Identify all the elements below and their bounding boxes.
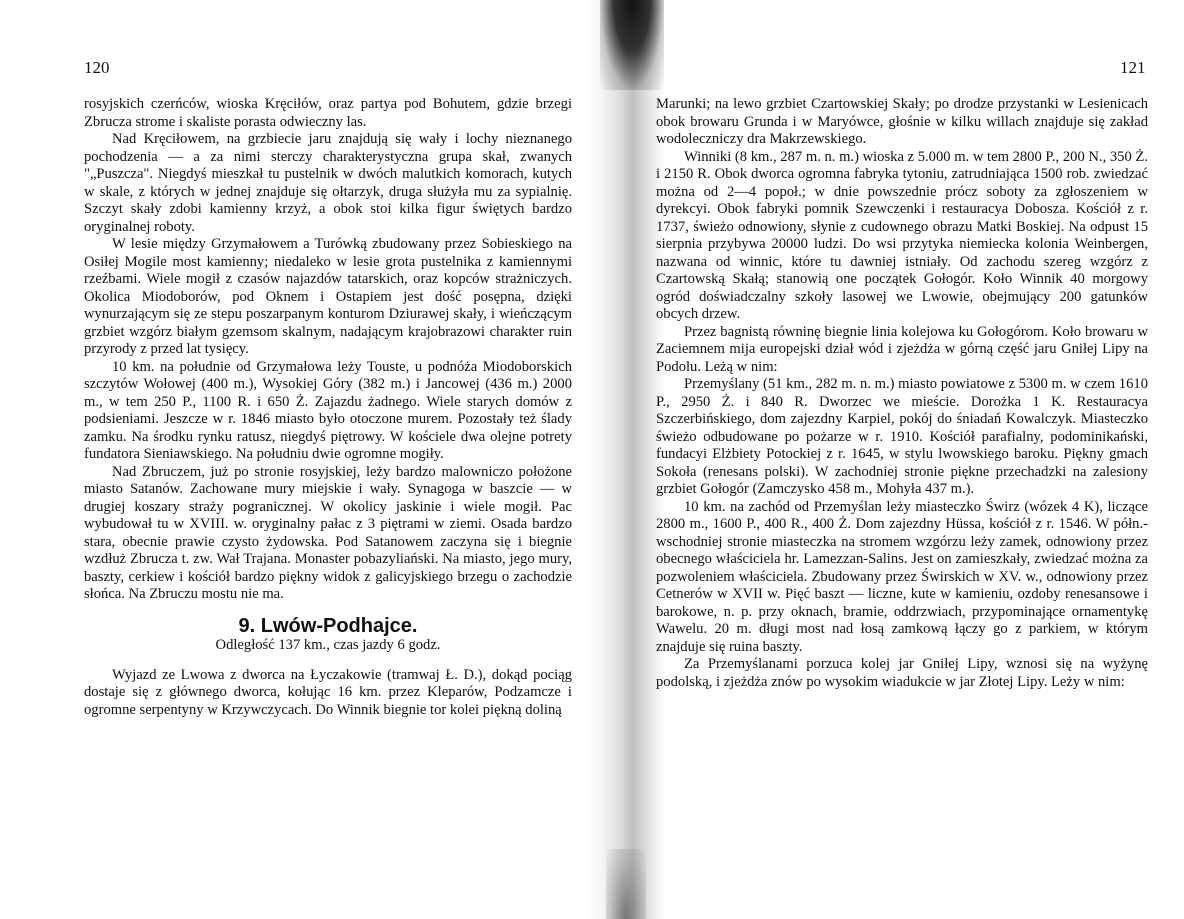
right-page [592, 0, 1184, 919]
paragraph: 10 km. na zachód od Przemyślan leży miasteczko Świrz (wózek 4 K), liczące 2800 m., 1600 P., 400 R., 400 Ż. Dom zajezdny Hüssa, kościół z r. 1546. W półn.-wschodniej stronie miasteczka na stromem wzgórzu leży zamek, odnowiony przez obecnego właściciela hr. Lamezzan-Salins. Jest on zamieszkały, zwiedzać można za pozwoleniem właściciela. Zbudowany przez Świrskich w XV. w., odnowiony przez Cetnerów w XVII w. Pięć baszt — liczne, kute w kamieniu, ozdoby renesansowe i barokowe, n. p. przy oknach, bramie, oddrzwiach, przypominające ornamentykę Wawelu. 20 m. długi most nad łosą zamkową łączy go z parkiem, w którym znajduje się ruina baszty. [656, 498, 1148, 655]
paragraph: Przemyślany (51 km., 282 m. n. m.) miasto powiatowe z 5300 m. w czem 1610 P., 2950 Ż. i 840 R. Dworzec we mieście. Dorożka 1 K. Restauracya Szczerbińskiego, dom zajezdny Karpiel, pokój do śniadań Kowalczyk. Miasteczko świeżo odbudowane po pożarze w r. 1910. Kościół parafialny, podominikański, fundacyi Elżbiety Potockiej z r. 1645, w stylu lwowskiego baroku. Piękny gmach Sokoła (renesans polski). W zachodniej stronie piękne przechadzki na zalesiony grzbiet Gołogór (Zamczysko 458 m., Mohyła 437 m.). [656, 376, 1148, 497]
paragraph: Za Przemyślanami porzuca kolej jar Gniłej Lipy, wznosi się na wyżynę podolską, i zjeżdża znów po wysokim wiadukcie w jar Złotej Lipy. Leży w nim: [656, 656, 1148, 690]
page-number-right: 121 [1120, 58, 1146, 77]
right-page-text [656, 96, 1148, 691]
paragraph: W lesie między Grzymałowem a Turówką zbudowany przez Sobieskiego na Osiłej Mogile most kamienny; niedaleko w lesie grota pustelnika z kamiennymi rzeźbami. Wiele mogił z czasów najazdów tatarskich, oraz kopców strażniczych. Okolica Miodoborów, pod Oknem i Ostapiem jest dość posępna, dzięki wynurzającym się ze stepu poszarpanym konturom Dziurawej skały, i wieńczącym grzbiet wzgórz białym gzemsom skalnym, nadającym krajobrazowi charakter ruin przyrody z przed lat tysięcy. [84, 236, 572, 357]
paragraph: 10 km. na południe od Grzymałowa leży Touste, u podnóża Miodoborskich szczytów Wołowej (400 m.), Wysokiej Góry (382 m.) i Jancowej (436 m.) 2000 m., w tem 250 P., 1100 R. i 650 Ż. Zajazdu żadnego. Wiele starych domów z podsieniami. Jeszcze w r. 1846 miasto było otoczone murem. Pozostały też ślady zamku. Na środku rynku ratusz, niegdyś piętrowy. W kościele dwa olejne potrety fundatora Sieniawskiego. Na południu dwie ogromne mogiły. [84, 358, 572, 462]
paragraph: Nad Zbruczem, już po stronie rosyjskiej, leży bardzo malowniczo położone miasto Satanów. Zachowane mury miejskie i wały. Synagoga w baszcie — w drugiej koszary straży pogranicznej. W okolicy jaskinie i wiele mogił. Pac wybudował tu w XVIII. w. oryginalny pałac z 3 piętrami w ziemi. Osada bardzo stara, obecnie prawie czysto żydowska. Pod Satanowem zaczyna się i biegnie wzdłuż Zbrucza t. zw. Wał Trajana. Monaster pobazyliański. Na miasto, jego mury, baszty, cerkiew i kościół bardzo piękny widok z galicyjskiego brzegu o zachodzie słońca. Na Zbruczu mostu nie ma. [84, 463, 572, 602]
left-page-text [84, 96, 572, 719]
paragraph: Marunki; na lewo grzbiet Czartowskiej Skały; po drodze przystanki w Lesienicach obok browaru Grunda i w Maryówce, głośnie w kilku willach znajduje się zakład wodoleczniczy dra Makrzewskiego. [656, 96, 1148, 147]
paragraph: Wyjazd ze Lwowa z dworca na Łyczakowie (tramwaj Ł. D.), dokąd pociąg dostaje się z głównego dworca, kołując 16 km. przez Kleparów, Podzamcze i ogromne serpentyny w Krzywczycach. Do Winnik biegnie tor kolei piękną doliną [84, 666, 572, 718]
chapter-subtitle: Odległość 137 km., czas jazdy 6 godz. [215, 637, 441, 653]
paragraph: Przez bagnistą równinę biegnie linia kolejowa ku Gołogórom. Koło browaru w Zaciemnem mija europejski dział wód i zjeżdża w górną część jaru Gniłej Lipy na Podolu. Leżą w nim: [656, 323, 1148, 375]
paragraph: rosyjskich czerńców, wioska Kręciłów, oraz partya pod Bohutem, gdzie brzegi Zbrucza strome i skaliste porasta odwieczny las. [84, 96, 572, 130]
paragraph: Nad Kręciłowem, na grzbiecie jaru znajdują się wały i lochy nieznanego pochodzenia — a za nimi sterczy charakterystyczna grupa skał, zwanych "„Puszcza". Niegdyś mieszkał tu pustelnik w dwóch malutkich komorach, kutych w skale, z których w jednej znajduje się ołtarzyk, druga służyła mu za sypialnię. Szczyt skały zdobi kamienny krzyż, a obok stoi kilka figur świętych bardzo oryginalnej roboty. [84, 131, 572, 235]
page-number-left: 120 [84, 58, 110, 77]
chapter-title: 9. Lwów-Podhajce. [238, 614, 418, 637]
paragraph: Winniki (8 km., 287 m. n. m.) wioska z 5.000 m. w tem 2800 P., 200 N., 350 Ż. i 2150 R. Obok dworca ogromna fabryka tytoniu, zatrudniająca 1500 rob. zwiedzać można od 2—4 popoł.; w dnie powszednie prócz soboty za zgłoszeniem w dyrekcyi. Obok fabryki pomnik Szewczenki i restauracya Dobosza. Kościół z r. 1737, świeżo odnowiony, słynie z cudownego obrazu Matki Boskiej. Na odpust 15 sierpnia przybywa 20000 ludzi. Do wsi przytyka niemiecka kolonia Weinbergen, nazwana od winnic, które tu dawniej istniały. Od zachodu szereg wzgórz z Czartowską Skałą; stanowią one początek Gołogór. Koło Winnik 40 morgowy ogród doświadczalny szkoły lasowej we Lwowie, obejmujący 200 gatunków obcych drzew. [656, 148, 1148, 322]
